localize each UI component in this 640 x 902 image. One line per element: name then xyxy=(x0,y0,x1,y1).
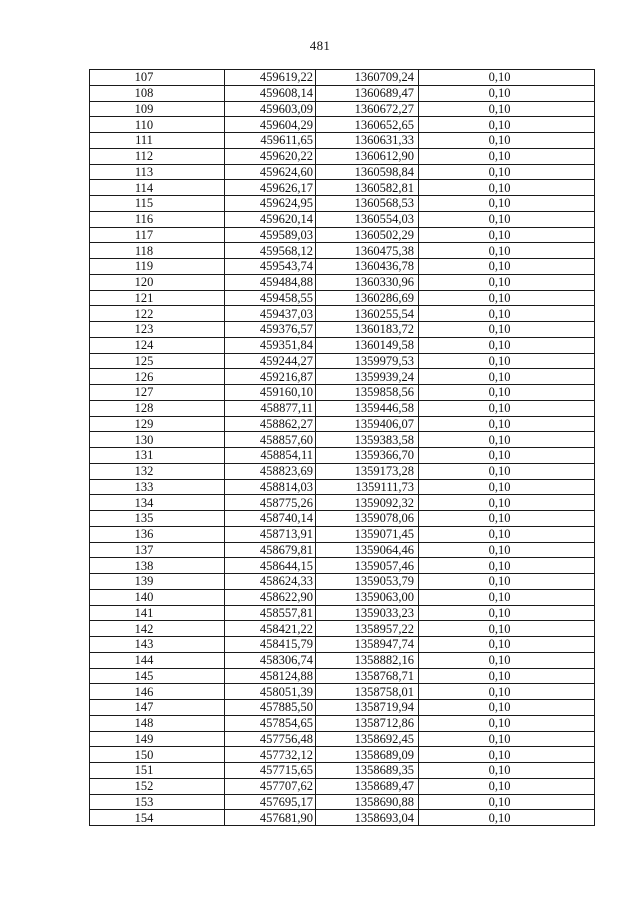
x-coordinate-cell: 459351,84 xyxy=(225,337,316,353)
y-coordinate-cell: 1358689,09 xyxy=(316,747,419,763)
x-coordinate-cell: 458306,74 xyxy=(225,652,316,668)
table-row xyxy=(90,117,595,133)
point-number-cell: 113 xyxy=(90,164,225,180)
y-coordinate-cell: 1359173,28 xyxy=(316,463,419,479)
accuracy-cell: 0,10 xyxy=(419,337,595,353)
point-number-cell: 120 xyxy=(90,274,225,290)
y-coordinate-cell: 1358689,47 xyxy=(316,778,419,794)
x-coordinate-cell: 459604,29 xyxy=(225,117,316,133)
coordinates-table xyxy=(89,69,595,826)
table-row xyxy=(90,637,595,653)
x-coordinate-cell: 458557,81 xyxy=(225,605,316,621)
y-coordinate-cell: 1360652,65 xyxy=(316,117,419,133)
point-number-cell: 140 xyxy=(90,589,225,605)
accuracy-cell: 0,10 xyxy=(419,731,595,747)
x-coordinate-cell: 457681,90 xyxy=(225,810,316,826)
table-row xyxy=(90,526,595,542)
x-coordinate-cell: 459458,55 xyxy=(225,290,316,306)
x-coordinate-cell: 458740,14 xyxy=(225,511,316,527)
x-coordinate-cell: 458679,81 xyxy=(225,542,316,558)
point-number-cell: 145 xyxy=(90,668,225,684)
y-coordinate-cell: 1360330,96 xyxy=(316,274,419,290)
y-coordinate-cell: 1360631,33 xyxy=(316,133,419,149)
table-row xyxy=(90,133,595,149)
table-row xyxy=(90,621,595,637)
y-coordinate-cell: 1359063,00 xyxy=(316,589,419,605)
y-coordinate-cell: 1360582,81 xyxy=(316,180,419,196)
point-number-cell: 139 xyxy=(90,574,225,590)
accuracy-cell: 0,10 xyxy=(419,101,595,117)
x-coordinate-cell: 457885,50 xyxy=(225,700,316,716)
point-number-cell: 135 xyxy=(90,511,225,527)
x-coordinate-cell: 459620,14 xyxy=(225,211,316,227)
accuracy-cell: 0,10 xyxy=(419,180,595,196)
point-number-cell: 136 xyxy=(90,526,225,542)
y-coordinate-cell: 1359111,73 xyxy=(316,479,419,495)
point-number-cell: 148 xyxy=(90,715,225,731)
accuracy-cell: 0,10 xyxy=(419,715,595,731)
x-coordinate-cell: 457695,17 xyxy=(225,794,316,810)
accuracy-cell: 0,10 xyxy=(419,621,595,637)
x-coordinate-cell: 459437,03 xyxy=(225,306,316,322)
y-coordinate-cell: 1358719,94 xyxy=(316,700,419,716)
table-row xyxy=(90,542,595,558)
y-coordinate-cell: 1358712,86 xyxy=(316,715,419,731)
y-coordinate-cell: 1360183,72 xyxy=(316,322,419,338)
accuracy-cell: 0,10 xyxy=(419,810,595,826)
point-number-cell: 129 xyxy=(90,416,225,432)
accuracy-cell: 0,10 xyxy=(419,211,595,227)
y-coordinate-cell: 1359033,23 xyxy=(316,605,419,621)
accuracy-cell: 0,10 xyxy=(419,227,595,243)
accuracy-cell: 0,10 xyxy=(419,306,595,322)
y-coordinate-cell: 1360436,78 xyxy=(316,259,419,275)
accuracy-cell: 0,10 xyxy=(419,479,595,495)
accuracy-cell: 0,10 xyxy=(419,700,595,716)
table-row xyxy=(90,511,595,527)
table-row xyxy=(90,479,595,495)
x-coordinate-cell: 459620,22 xyxy=(225,148,316,164)
y-coordinate-cell: 1360286,69 xyxy=(316,290,419,306)
x-coordinate-cell: 458862,27 xyxy=(225,416,316,432)
accuracy-cell: 0,10 xyxy=(419,117,595,133)
y-coordinate-cell: 1359064,46 xyxy=(316,542,419,558)
y-coordinate-cell: 1358947,74 xyxy=(316,637,419,653)
point-number-cell: 122 xyxy=(90,306,225,322)
x-coordinate-cell: 459160,10 xyxy=(225,385,316,401)
accuracy-cell: 0,10 xyxy=(419,85,595,101)
accuracy-cell: 0,10 xyxy=(419,164,595,180)
accuracy-cell: 0,10 xyxy=(419,463,595,479)
table-row xyxy=(90,574,595,590)
table-row xyxy=(90,259,595,275)
y-coordinate-cell: 1360612,90 xyxy=(316,148,419,164)
table-row xyxy=(90,763,595,779)
y-coordinate-cell: 1359406,07 xyxy=(316,416,419,432)
accuracy-cell: 0,10 xyxy=(419,637,595,653)
table-row xyxy=(90,432,595,448)
accuracy-cell: 0,10 xyxy=(419,542,595,558)
table-row xyxy=(90,274,595,290)
table-row xyxy=(90,589,595,605)
x-coordinate-cell: 459626,17 xyxy=(225,180,316,196)
table-row xyxy=(90,463,595,479)
table-row xyxy=(90,211,595,227)
table-row xyxy=(90,85,595,101)
table-row xyxy=(90,605,595,621)
x-coordinate-cell: 458877,11 xyxy=(225,400,316,416)
x-coordinate-cell: 458622,90 xyxy=(225,589,316,605)
y-coordinate-cell: 1359446,58 xyxy=(316,400,419,416)
accuracy-cell: 0,10 xyxy=(419,684,595,700)
point-number-cell: 154 xyxy=(90,810,225,826)
accuracy-cell: 0,10 xyxy=(419,778,595,794)
point-number-cell: 111 xyxy=(90,133,225,149)
table-row xyxy=(90,164,595,180)
point-number-cell: 119 xyxy=(90,259,225,275)
point-number-cell: 109 xyxy=(90,101,225,117)
x-coordinate-cell: 458857,60 xyxy=(225,432,316,448)
x-coordinate-cell: 457707,62 xyxy=(225,778,316,794)
point-number-cell: 133 xyxy=(90,479,225,495)
table-row xyxy=(90,337,595,353)
table-row xyxy=(90,306,595,322)
table-row xyxy=(90,668,595,684)
x-coordinate-cell: 459244,27 xyxy=(225,353,316,369)
y-coordinate-cell: 1360689,47 xyxy=(316,85,419,101)
accuracy-cell: 0,10 xyxy=(419,274,595,290)
table-row xyxy=(90,148,595,164)
y-coordinate-cell: 1359858,56 xyxy=(316,385,419,401)
point-number-cell: 146 xyxy=(90,684,225,700)
table-row xyxy=(90,448,595,464)
table-row xyxy=(90,794,595,810)
point-number-cell: 137 xyxy=(90,542,225,558)
point-number-cell: 127 xyxy=(90,385,225,401)
x-coordinate-cell: 459624,95 xyxy=(225,196,316,212)
x-coordinate-cell: 459611,65 xyxy=(225,133,316,149)
point-number-cell: 152 xyxy=(90,778,225,794)
accuracy-cell: 0,10 xyxy=(419,70,595,86)
y-coordinate-cell: 1360709,24 xyxy=(316,70,419,86)
accuracy-cell: 0,10 xyxy=(419,558,595,574)
point-number-cell: 118 xyxy=(90,243,225,259)
y-coordinate-cell: 1358689,35 xyxy=(316,763,419,779)
y-coordinate-cell: 1360568,53 xyxy=(316,196,419,212)
y-coordinate-cell: 1359071,45 xyxy=(316,526,419,542)
x-coordinate-cell: 457715,65 xyxy=(225,763,316,779)
x-coordinate-cell: 459624,60 xyxy=(225,164,316,180)
y-coordinate-cell: 1358882,16 xyxy=(316,652,419,668)
table-row xyxy=(90,101,595,117)
y-coordinate-cell: 1360672,27 xyxy=(316,101,419,117)
point-number-cell: 125 xyxy=(90,353,225,369)
table-row xyxy=(90,400,595,416)
point-number-cell: 153 xyxy=(90,794,225,810)
table-row xyxy=(90,684,595,700)
accuracy-cell: 0,10 xyxy=(419,763,595,779)
x-coordinate-cell: 458814,03 xyxy=(225,479,316,495)
x-coordinate-cell: 458823,69 xyxy=(225,463,316,479)
y-coordinate-cell: 1360149,58 xyxy=(316,337,419,353)
y-coordinate-cell: 1359979,53 xyxy=(316,353,419,369)
table-row xyxy=(90,778,595,794)
accuracy-cell: 0,10 xyxy=(419,511,595,527)
table-row xyxy=(90,416,595,432)
accuracy-cell: 0,10 xyxy=(419,369,595,385)
table-row xyxy=(90,322,595,338)
x-coordinate-cell: 457756,48 xyxy=(225,731,316,747)
x-coordinate-cell: 458644,15 xyxy=(225,558,316,574)
point-number-cell: 132 xyxy=(90,463,225,479)
point-number-cell: 144 xyxy=(90,652,225,668)
point-number-cell: 123 xyxy=(90,322,225,338)
point-number-cell: 142 xyxy=(90,621,225,637)
accuracy-cell: 0,10 xyxy=(419,148,595,164)
accuracy-cell: 0,10 xyxy=(419,400,595,416)
point-number-cell: 141 xyxy=(90,605,225,621)
point-number-cell: 131 xyxy=(90,448,225,464)
y-coordinate-cell: 1358692,45 xyxy=(316,731,419,747)
accuracy-cell: 0,10 xyxy=(419,353,595,369)
table-row xyxy=(90,652,595,668)
y-coordinate-cell: 1359092,32 xyxy=(316,495,419,511)
point-number-cell: 150 xyxy=(90,747,225,763)
table-row xyxy=(90,243,595,259)
x-coordinate-cell: 458415,79 xyxy=(225,637,316,653)
x-coordinate-cell: 458854,11 xyxy=(225,448,316,464)
point-number-cell: 112 xyxy=(90,148,225,164)
x-coordinate-cell: 459608,14 xyxy=(225,85,316,101)
accuracy-cell: 0,10 xyxy=(419,605,595,621)
accuracy-cell: 0,10 xyxy=(419,668,595,684)
point-number-cell: 147 xyxy=(90,700,225,716)
coordinates-table-body xyxy=(90,70,595,826)
y-coordinate-cell: 1360598,84 xyxy=(316,164,419,180)
table-row xyxy=(90,731,595,747)
accuracy-cell: 0,10 xyxy=(419,133,595,149)
accuracy-cell: 0,10 xyxy=(419,794,595,810)
point-number-cell: 128 xyxy=(90,400,225,416)
accuracy-cell: 0,10 xyxy=(419,416,595,432)
accuracy-cell: 0,10 xyxy=(419,196,595,212)
y-coordinate-cell: 1358690,88 xyxy=(316,794,419,810)
x-coordinate-cell: 459543,74 xyxy=(225,259,316,275)
table-row xyxy=(90,180,595,196)
accuracy-cell: 0,10 xyxy=(419,259,595,275)
y-coordinate-cell: 1360554,03 xyxy=(316,211,419,227)
accuracy-cell: 0,10 xyxy=(419,526,595,542)
table-row xyxy=(90,747,595,763)
point-number-cell: 149 xyxy=(90,731,225,747)
table-row xyxy=(90,290,595,306)
y-coordinate-cell: 1358768,71 xyxy=(316,668,419,684)
point-number-cell: 130 xyxy=(90,432,225,448)
point-number-cell: 143 xyxy=(90,637,225,653)
table-row xyxy=(90,70,595,86)
y-coordinate-cell: 1360255,54 xyxy=(316,306,419,322)
x-coordinate-cell: 458124,88 xyxy=(225,668,316,684)
x-coordinate-cell: 458624,33 xyxy=(225,574,316,590)
y-coordinate-cell: 1358957,22 xyxy=(316,621,419,637)
point-number-cell: 116 xyxy=(90,211,225,227)
x-coordinate-cell: 457854,65 xyxy=(225,715,316,731)
table-row xyxy=(90,715,595,731)
table-row xyxy=(90,369,595,385)
table-row xyxy=(90,700,595,716)
point-number-cell: 138 xyxy=(90,558,225,574)
point-number-cell: 110 xyxy=(90,117,225,133)
point-number-cell: 108 xyxy=(90,85,225,101)
x-coordinate-cell: 458421,22 xyxy=(225,621,316,637)
y-coordinate-cell: 1359078,06 xyxy=(316,511,419,527)
accuracy-cell: 0,10 xyxy=(419,747,595,763)
table-row xyxy=(90,558,595,574)
point-number-cell: 121 xyxy=(90,290,225,306)
point-number-cell: 114 xyxy=(90,180,225,196)
x-coordinate-cell: 459216,87 xyxy=(225,369,316,385)
accuracy-cell: 0,10 xyxy=(419,652,595,668)
accuracy-cell: 0,10 xyxy=(419,290,595,306)
table-row xyxy=(90,196,595,212)
table-row xyxy=(90,227,595,243)
point-number-cell: 115 xyxy=(90,196,225,212)
y-coordinate-cell: 1359053,79 xyxy=(316,574,419,590)
y-coordinate-cell: 1358693,04 xyxy=(316,810,419,826)
x-coordinate-cell: 459619,22 xyxy=(225,70,316,86)
y-coordinate-cell: 1359366,70 xyxy=(316,448,419,464)
y-coordinate-cell: 1360475,38 xyxy=(316,243,419,259)
point-number-cell: 124 xyxy=(90,337,225,353)
y-coordinate-cell: 1358758,01 xyxy=(316,684,419,700)
table-row xyxy=(90,810,595,826)
point-number-cell: 117 xyxy=(90,227,225,243)
accuracy-cell: 0,10 xyxy=(419,243,595,259)
accuracy-cell: 0,10 xyxy=(419,495,595,511)
x-coordinate-cell: 459568,12 xyxy=(225,243,316,259)
page-number: 481 xyxy=(309,38,331,53)
y-coordinate-cell: 1359939,24 xyxy=(316,369,419,385)
point-number-cell: 107 xyxy=(90,70,225,86)
point-number-cell: 134 xyxy=(90,495,225,511)
x-coordinate-cell: 459589,03 xyxy=(225,227,316,243)
x-coordinate-cell: 458713,91 xyxy=(225,526,316,542)
point-number-cell: 151 xyxy=(90,763,225,779)
accuracy-cell: 0,10 xyxy=(419,322,595,338)
table-row xyxy=(90,385,595,401)
x-coordinate-cell: 458051,39 xyxy=(225,684,316,700)
accuracy-cell: 0,10 xyxy=(419,574,595,590)
accuracy-cell: 0,10 xyxy=(419,448,595,464)
x-coordinate-cell: 457732,12 xyxy=(225,747,316,763)
x-coordinate-cell: 458775,26 xyxy=(225,495,316,511)
y-coordinate-cell: 1359057,46 xyxy=(316,558,419,574)
table-row xyxy=(90,353,595,369)
accuracy-cell: 0,10 xyxy=(419,385,595,401)
accuracy-cell: 0,10 xyxy=(419,432,595,448)
x-coordinate-cell: 459484,88 xyxy=(225,274,316,290)
x-coordinate-cell: 459376,57 xyxy=(225,322,316,338)
accuracy-cell: 0,10 xyxy=(419,589,595,605)
table-row xyxy=(90,495,595,511)
x-coordinate-cell: 459603,09 xyxy=(225,101,316,117)
point-number-cell: 126 xyxy=(90,369,225,385)
y-coordinate-cell: 1359383,58 xyxy=(316,432,419,448)
y-coordinate-cell: 1360502,29 xyxy=(316,227,419,243)
